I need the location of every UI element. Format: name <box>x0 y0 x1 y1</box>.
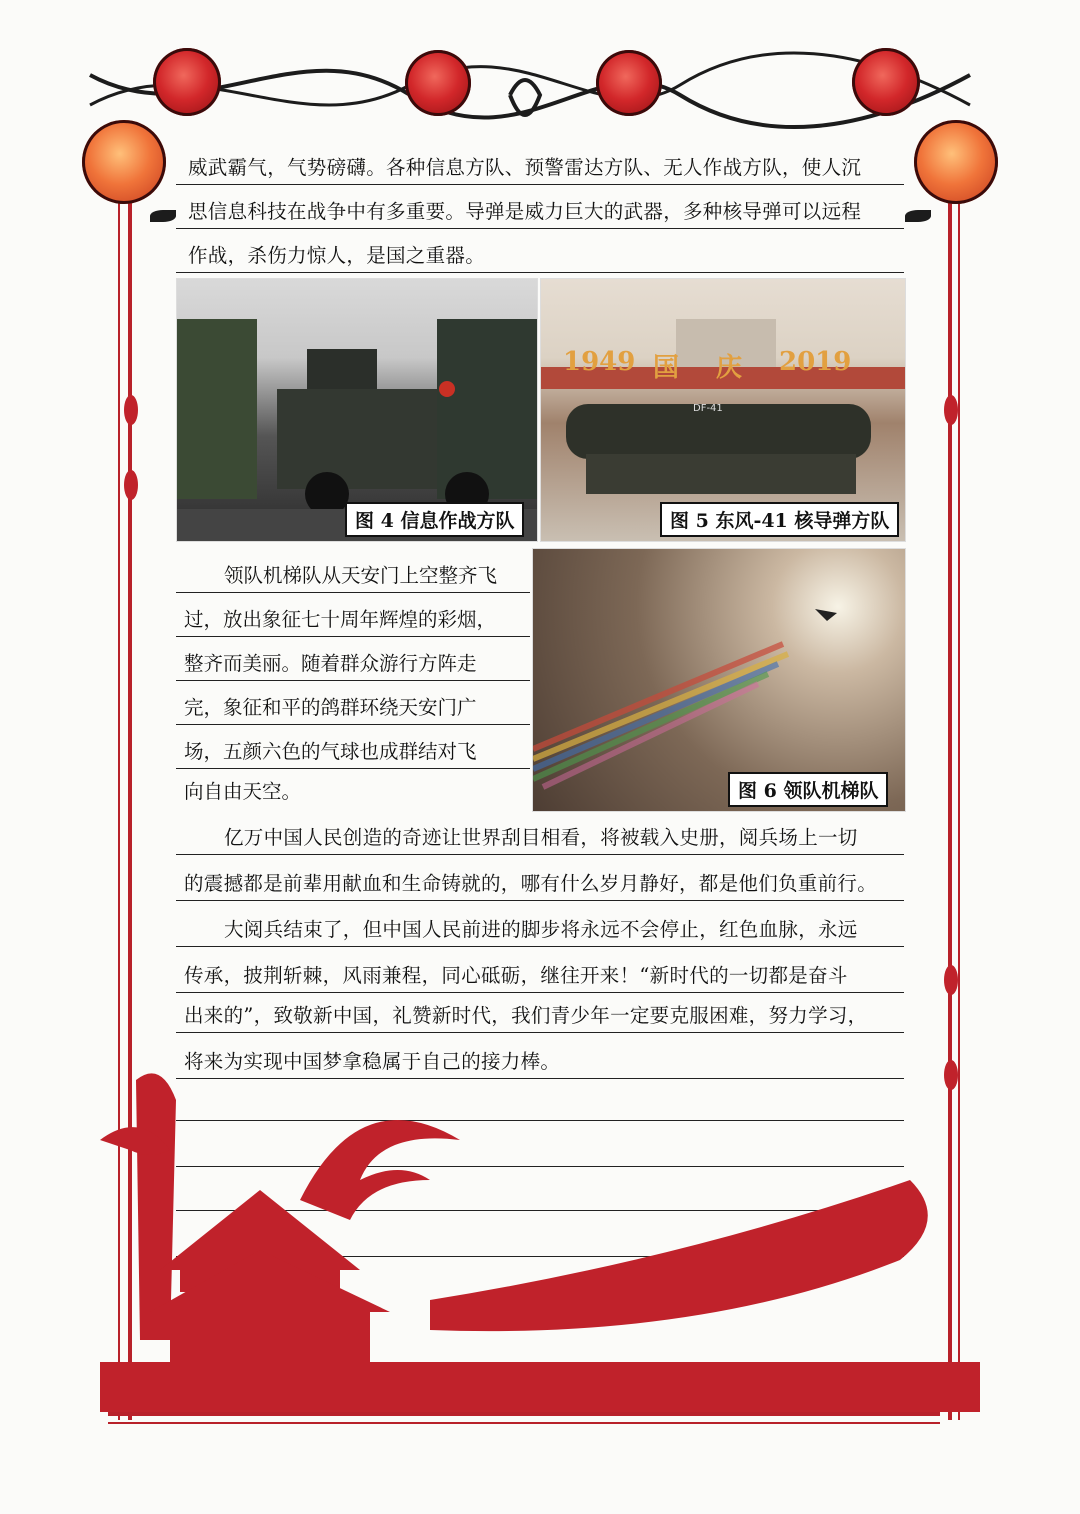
text-line: 亿万中国人民创造的奇迹让世界刮目相看，将被载入史册，阅兵场上一切 <box>176 814 904 855</box>
text-line: 出来的”，致敬新中国，礼赞新时代，我们青少年一定要克服困难，努力学习， <box>176 998 904 1033</box>
text-line: 的震撼都是前辈用献血和生命铸就的，哪有什么岁月静好，都是他们负重前行。 <box>176 860 904 901</box>
overlay-title: 国 庆 <box>653 353 757 383</box>
text-line: 向自由天空。 <box>184 780 302 803</box>
text-line: 将来为实现中国梦拿稳属于自己的接力棒。 <box>176 1038 904 1079</box>
rose-icon <box>82 120 166 204</box>
svg-text:DF-41: DF-41 <box>693 403 723 414</box>
leaf-icon <box>150 210 176 222</box>
tiananmen-papercut <box>100 1040 980 1420</box>
text-line: 完，象征和平的鸽群环绕天安门广 <box>176 688 530 725</box>
rose-icon <box>596 50 662 116</box>
overlay-year-right: 2019 <box>779 347 852 377</box>
figure-4-caption: 图 4 信息作战方队 <box>345 502 524 537</box>
text-line: 威武霸气，气势磅礴。各种信息方队、预警雷达方队、无人作战方队，使人沉 <box>176 150 904 185</box>
text-line: 领队机梯队从天安门上空整齐飞 <box>176 556 530 593</box>
text-line: 传承，披荆斩棘，风雨兼程，同心砥砺，继往开来！“新时代的一切都是奋斗 <box>176 952 904 993</box>
figure-6-caption: 图 6 领队机梯队 <box>728 772 888 807</box>
text-line: 整齐而美丽。随着群众游行方阵走 <box>176 644 530 681</box>
text-line: 过，放出象征七十周年辉煌的彩烟， <box>176 600 530 637</box>
leaf-icon <box>905 210 931 222</box>
text-line: 大阅兵结束了，但中国人民前进的脚步将永远不会停止，红色血脉，永远 <box>176 906 904 947</box>
rose-icon <box>405 50 471 116</box>
overlay-year-left: 1949 <box>563 347 636 377</box>
text-line: 作战，杀伤力惊人，是国之重器。 <box>176 236 904 273</box>
figure-5-caption: 图 5 东风-41 核导弹方队 <box>660 502 899 537</box>
text-line: 场，五颜六色的气球也成群结对飞 <box>176 732 530 769</box>
rose-icon <box>914 120 998 204</box>
rose-icon <box>153 48 221 116</box>
text-line: 思信息科技在战争中有多重要。导弹是威力巨大的武器，多种核导弹可以远程 <box>176 192 904 229</box>
rose-icon <box>852 48 920 116</box>
